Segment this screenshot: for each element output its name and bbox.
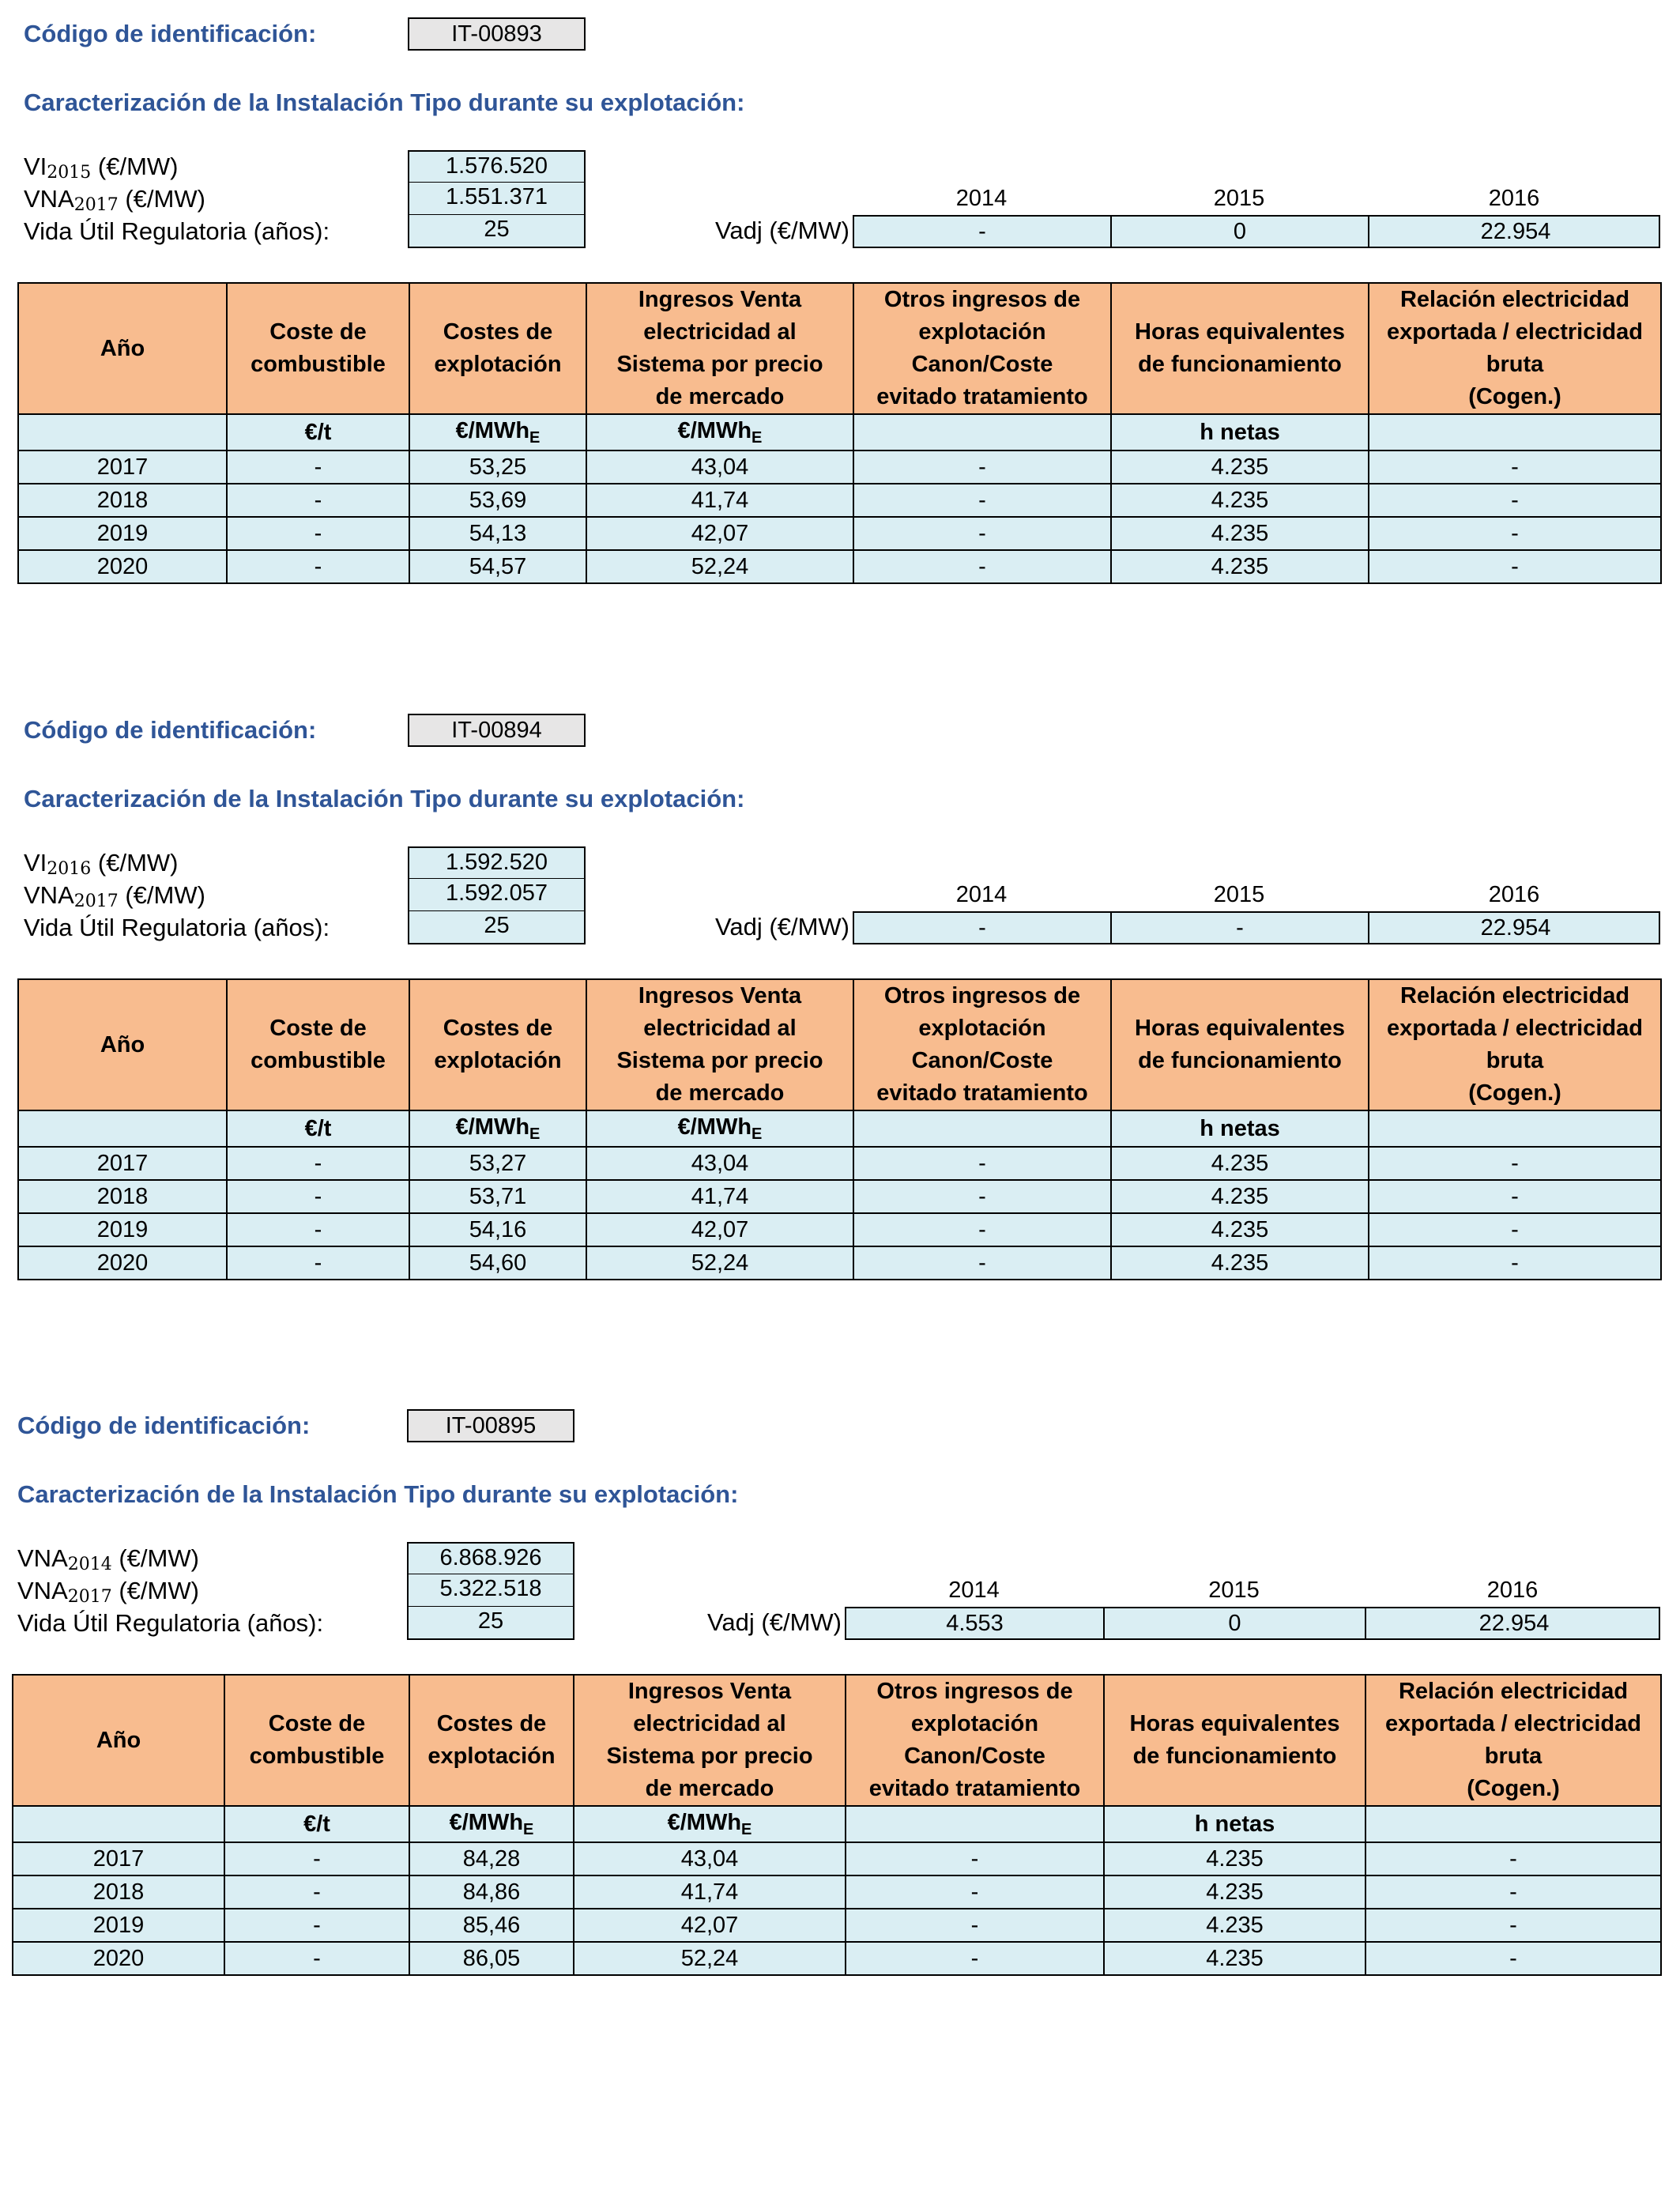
vadj-values-row: [845, 1607, 1660, 1640]
column-header-line: Sistema por precio: [616, 1048, 823, 1073]
table-row: [13, 1909, 1661, 1942]
table-cell: 2019: [18, 1213, 227, 1246]
unit-subscript: E: [751, 1125, 763, 1143]
table-cell: 4.235: [1111, 1147, 1369, 1180]
table-cell: -: [853, 1180, 1111, 1213]
param-value-box: 5.322.518: [407, 1574, 574, 1608]
table-cell: 41,74: [586, 1180, 853, 1213]
table-cell: -: [227, 450, 409, 484]
table-cell: -: [1369, 550, 1661, 583]
column-header-line: exportada / electricidad: [1387, 319, 1643, 345]
column-header-line: combustible: [249, 1744, 385, 1769]
param-label-main: VI: [24, 849, 47, 876]
section-subtitle: Caracterización de la Instalación Tipo durante su explotación:: [24, 785, 745, 812]
param-value-box: 6.868.926: [407, 1542, 574, 1575]
param-value-box: 1.592.520: [408, 846, 586, 880]
table-row: [18, 484, 1661, 517]
table-cell: -: [227, 1180, 409, 1213]
table-cell: 4.235: [1104, 1842, 1365, 1875]
column-header-line: de funcionamiento: [1138, 1048, 1342, 1073]
table-cell: -: [227, 517, 409, 550]
param-label-unit: (€/MW): [91, 849, 179, 876]
table-cell: -: [227, 550, 409, 583]
column-header-line: Otros ingresos de: [876, 1679, 1073, 1704]
column-header-line: Coste de: [269, 1016, 367, 1041]
adj-year-header: 2014: [955, 882, 1008, 907]
table-cell: -: [853, 484, 1111, 517]
param-label-unit: (€/MW): [91, 153, 179, 180]
unit-cell: [18, 1110, 227, 1147]
vadj-value-cell: 22.954: [1480, 915, 1551, 941]
param-label: [24, 849, 179, 879]
unit-main: €/MWh: [677, 417, 752, 443]
unit-cell: [1365, 1806, 1661, 1842]
column-header: [13, 1675, 224, 1806]
column-header-line: Relación electricidad: [1399, 287, 1630, 312]
column-header: [409, 979, 586, 1110]
param-label-main: VI: [24, 153, 47, 180]
table-cell: 2017: [18, 450, 227, 484]
param-value-box: 1.576.520: [408, 150, 586, 183]
column-header-line: combustible: [250, 1048, 386, 1073]
vadj-value-cell: 0: [1105, 1608, 1366, 1638]
table-cell: 54,16: [409, 1213, 586, 1246]
column-header-line: (Cogen.): [1468, 384, 1561, 409]
table-cell: 4.235: [1111, 550, 1369, 583]
table-row: [13, 1842, 1661, 1875]
table-row: [18, 1246, 1661, 1280]
table-cell: 4.235: [1111, 517, 1369, 550]
param-label-subscript: 2014: [67, 1555, 112, 1574]
table-cell: 86,05: [409, 1942, 574, 1975]
table-cell: -: [227, 1213, 409, 1246]
column-header-line: (Cogen.): [1468, 1080, 1561, 1106]
param-label-unit: (€/MW): [118, 185, 205, 213]
column-header: [409, 1675, 574, 1806]
table-row: [18, 550, 1661, 583]
param-value-box: 25: [408, 911, 586, 944]
unit-cell: [409, 414, 586, 450]
column-header-line: de mercado: [655, 384, 785, 409]
column-header-line: explotación: [910, 1711, 1039, 1736]
section-subtitle: Caracterización de la Instalación Tipo durante su explotación:: [24, 89, 745, 116]
column-header-line: de funcionamiento: [1132, 1744, 1337, 1769]
column-header-line: Canon/Coste: [904, 1744, 1045, 1769]
table-cell: 2017: [13, 1842, 224, 1875]
unit-cell: [13, 1806, 224, 1842]
table-cell: 2018: [13, 1875, 224, 1909]
vadj-value-cell: -: [854, 913, 1112, 943]
table-cell: -: [227, 1246, 409, 1280]
adj-year-header: 2016: [1488, 882, 1540, 907]
column-header-line: Sistema por precio: [616, 352, 823, 377]
param-label: [24, 217, 330, 246]
column-header: [853, 283, 1111, 414]
table-cell: 52,24: [574, 1942, 846, 1975]
column-header-line: Horas equivalentes: [1129, 1711, 1340, 1736]
column-header-line: Costes de: [436, 1711, 547, 1736]
param-label-main: Vida Útil Regulatoria (años):: [24, 914, 330, 941]
table-cell: 2018: [18, 484, 227, 517]
column-header-line: electricidad al: [633, 1711, 786, 1736]
table-cell: 4.235: [1111, 1246, 1369, 1280]
column-header-line: bruta: [1486, 1048, 1544, 1073]
unit-cell: [586, 414, 853, 450]
adj-year-header: 2014: [955, 186, 1008, 211]
column-header-line: bruta: [1484, 1744, 1543, 1769]
table-cell: 2019: [13, 1909, 224, 1942]
table-cell: -: [224, 1875, 409, 1909]
column-header-line: de mercado: [645, 1776, 774, 1801]
param-label-main: VNA: [17, 1544, 68, 1572]
unit-cell: [409, 1806, 574, 1842]
table-cell: -: [853, 450, 1111, 484]
unit-cell: [846, 1806, 1104, 1842]
adj-year-header: 2014: [948, 1578, 1000, 1603]
table-cell: 2018: [18, 1180, 227, 1213]
table-cell: 41,74: [574, 1875, 846, 1909]
unit-cell: [1111, 1110, 1369, 1147]
param-label-main: VNA: [24, 881, 74, 909]
table-cell: 4.235: [1111, 1180, 1369, 1213]
table-units-row: [18, 1110, 1661, 1147]
param-label: [17, 1577, 199, 1607]
param-label: [17, 1609, 323, 1638]
table-cell: -: [1369, 1213, 1661, 1246]
column-header: [586, 979, 853, 1110]
param-value-box: 1.551.371: [408, 183, 586, 216]
column-header: [1111, 979, 1369, 1110]
adj-year-header: 2016: [1488, 186, 1540, 211]
unit-cell: [18, 414, 227, 450]
column-header-line: electricidad al: [643, 319, 797, 345]
column-header-line: de funcionamiento: [1138, 352, 1342, 377]
column-header: [1365, 1675, 1661, 1806]
table-units-row: [13, 1806, 1661, 1842]
column-header-line: Ingresos Venta: [627, 1679, 792, 1704]
table-cell: 53,25: [409, 450, 586, 484]
table-cell: -: [853, 550, 1111, 583]
param-label: [24, 153, 179, 183]
param-label: [24, 881, 205, 911]
param-value-box: 25: [408, 215, 586, 248]
section-subtitle: Caracterización de la Instalación Tipo durante su explotación:: [17, 1480, 739, 1508]
table-cell: 43,04: [574, 1842, 846, 1875]
adj-year-header: 2015: [1213, 186, 1265, 211]
param-label-main: Vida Útil Regulatoria (años):: [24, 217, 330, 245]
unit-cell: [1369, 1110, 1661, 1147]
column-header-line: Costes de: [443, 319, 553, 345]
table-cell: 4.235: [1104, 1875, 1365, 1909]
unit-subscript: E: [529, 1125, 541, 1143]
vadj-label: Vadj (€/MW): [715, 913, 849, 941]
table-row: [18, 1213, 1661, 1246]
column-header-line: explotación: [918, 1016, 1046, 1041]
unit-main: h netas: [1200, 419, 1280, 445]
column-header-line: de mercado: [655, 1080, 785, 1106]
unit-cell: [586, 1110, 853, 1147]
column-header-line: electricidad al: [643, 1016, 797, 1041]
table-cell: 4.235: [1111, 484, 1369, 517]
column-header-line: (Cogen.): [1467, 1776, 1560, 1801]
column-header-line: Año: [100, 1031, 145, 1057]
table-cell: -: [224, 1842, 409, 1875]
param-label: [24, 914, 330, 942]
table-cell: -: [846, 1875, 1104, 1909]
table-cell: -: [1369, 1246, 1661, 1280]
column-header-line: Relación electricidad: [1399, 983, 1630, 1008]
column-header-line: exportada / electricidad: [1387, 1016, 1643, 1041]
table-cell: 43,04: [586, 450, 853, 484]
unit-main: €/MWh: [677, 1114, 752, 1140]
param-label-main: Vida Útil Regulatoria (años):: [17, 1609, 324, 1637]
code-value-box: IT-00894: [408, 714, 586, 747]
table-cell: 4.235: [1104, 1942, 1365, 1975]
unit-subscript: E: [523, 1820, 534, 1838]
table-cell: -: [846, 1842, 1104, 1875]
unit-cell: [574, 1806, 846, 1842]
table-cell: 85,46: [409, 1909, 574, 1942]
column-header-line: Horas equivalentes: [1135, 1016, 1345, 1041]
column-header: [1369, 979, 1661, 1110]
table-cell: 2020: [18, 550, 227, 583]
unit-cell: [409, 1110, 586, 1147]
table-cell: -: [1369, 517, 1661, 550]
table-cell: 43,04: [586, 1147, 853, 1180]
table-cell: 84,28: [409, 1842, 574, 1875]
table-cell: 2020: [18, 1246, 227, 1280]
column-header: [1111, 283, 1369, 414]
table-row: [18, 517, 1661, 550]
column-header-line: exportada / electricidad: [1385, 1711, 1641, 1736]
table-cell: -: [227, 1147, 409, 1180]
column-header-line: Otros ingresos de: [883, 983, 1081, 1008]
column-header: [574, 1675, 846, 1806]
column-header-line: evitado tratamiento: [868, 1776, 1081, 1801]
table-cell: 54,57: [409, 550, 586, 583]
unit-main: €/t: [304, 1115, 332, 1141]
table-cell: -: [1365, 1942, 1661, 1975]
table-cell: -: [853, 517, 1111, 550]
table-cell: -: [1365, 1875, 1661, 1909]
vadj-value-cell: -: [1112, 913, 1369, 943]
table-cell: -: [853, 1213, 1111, 1246]
column-header: [18, 283, 227, 414]
unit-cell: [1104, 1806, 1365, 1842]
param-label-unit: (€/MW): [111, 1577, 199, 1604]
column-header-line: bruta: [1486, 352, 1544, 377]
table-cell: 4.235: [1104, 1909, 1365, 1942]
code-label: Código de identificación:: [24, 20, 317, 47]
column-header-line: Coste de: [269, 319, 367, 345]
code-value-box: IT-00895: [407, 1409, 574, 1442]
table-cell: 41,74: [586, 484, 853, 517]
table-cell: 4.235: [1111, 1213, 1369, 1246]
table-cell: 54,60: [409, 1246, 586, 1280]
column-header-line: Año: [96, 1727, 141, 1753]
table-cell: -: [227, 484, 409, 517]
column-header: [227, 283, 409, 414]
column-header-line: Ingresos Venta: [638, 287, 802, 312]
unit-main: €/MWh: [449, 1809, 524, 1835]
column-header-line: explotación: [434, 1048, 562, 1073]
table-cell: -: [1365, 1842, 1661, 1875]
table-row: [18, 1180, 1661, 1213]
table-cell: -: [1365, 1909, 1661, 1942]
unit-cell: [224, 1806, 409, 1842]
table-cell: -: [846, 1942, 1104, 1975]
table-cell: -: [1369, 1180, 1661, 1213]
vadj-values-row: [853, 911, 1660, 944]
table-units-row: [18, 414, 1661, 450]
column-header-line: Año: [100, 335, 145, 361]
param-label-subscript: 2016: [47, 859, 92, 879]
column-header: [1369, 283, 1661, 414]
table-cell: 42,07: [586, 517, 853, 550]
table-cell: 2017: [18, 1147, 227, 1180]
vadj-label: Vadj (€/MW): [715, 217, 849, 244]
table-cell: 2020: [13, 1942, 224, 1975]
table-cell: 52,24: [586, 550, 853, 583]
column-header-line: Costes de: [443, 1016, 553, 1041]
table-row: [18, 1147, 1661, 1180]
table-cell: -: [1369, 1147, 1661, 1180]
param-value-box: 25: [407, 1607, 574, 1640]
column-header-line: evitado tratamiento: [876, 1080, 1088, 1106]
column-header-line: explotación: [434, 352, 562, 377]
table-cell: -: [224, 1909, 409, 1942]
vadj-value-cell: 22.954: [1478, 1611, 1550, 1636]
unit-subscript: E: [751, 428, 763, 447]
vadj-value-cell: 0: [1112, 217, 1369, 247]
unit-cell: [853, 1110, 1111, 1147]
adj-year-header: 2015: [1208, 1578, 1260, 1603]
param-label-main: VNA: [17, 1577, 68, 1604]
table-cell: -: [846, 1909, 1104, 1942]
table-cell: 4.235: [1111, 450, 1369, 484]
param-value-box: 1.592.057: [408, 879, 586, 912]
code-label: Código de identificación:: [17, 1412, 311, 1439]
unit-main: €/MWh: [455, 417, 530, 443]
unit-subscript: E: [529, 428, 541, 447]
vadj-value-cell: 22.954: [1480, 219, 1551, 244]
column-header-line: Relación electricidad: [1398, 1679, 1629, 1704]
table-cell: 54,13: [409, 517, 586, 550]
param-label-unit: (€/MW): [118, 881, 205, 909]
column-header-line: Otros ingresos de: [883, 287, 1081, 312]
vadj-label: Vadj (€/MW): [707, 1608, 842, 1636]
adj-year-header: 2016: [1486, 1578, 1539, 1603]
column-header-line: Canon/Coste: [911, 352, 1053, 377]
table-cell: 42,07: [574, 1909, 846, 1942]
unit-cell: [853, 414, 1111, 450]
installation-data-table: [17, 978, 1662, 1280]
unit-main: €/MWh: [455, 1114, 530, 1140]
vadj-value-cell: 4.553: [846, 1608, 1105, 1638]
unit-cell: [227, 414, 409, 450]
param-label-subscript: 2015: [47, 163, 92, 183]
param-label-subscript: 2017: [73, 892, 119, 911]
param-label: [24, 185, 205, 215]
column-header: [586, 283, 853, 414]
installation-data-table: [12, 1674, 1662, 1976]
column-header-line: Canon/Coste: [911, 1048, 1053, 1073]
table-header-row: [18, 979, 1661, 1110]
adj-year-header: 2015: [1213, 882, 1265, 907]
table-cell: 53,69: [409, 484, 586, 517]
unit-cell: [1369, 414, 1661, 450]
column-header: [409, 283, 586, 414]
column-header-line: explotación: [918, 319, 1046, 345]
column-header: [853, 979, 1111, 1110]
param-label: [17, 1544, 199, 1574]
unit-main: €/t: [304, 419, 332, 445]
table-cell: -: [224, 1942, 409, 1975]
code-label: Código de identificación:: [24, 716, 317, 744]
column-header: [224, 1675, 409, 1806]
column-header-line: Sistema por precio: [606, 1744, 813, 1769]
table-cell: -: [1369, 450, 1661, 484]
table-cell: -: [853, 1147, 1111, 1180]
vadj-value-cell: -: [854, 217, 1112, 247]
table-row: [18, 450, 1661, 484]
code-value-box: IT-00893: [408, 17, 586, 51]
unit-main: h netas: [1194, 1811, 1275, 1837]
table-cell: 42,07: [586, 1213, 853, 1246]
table-cell: 2019: [18, 517, 227, 550]
unit-main: h netas: [1200, 1115, 1280, 1141]
unit-main: €/MWh: [667, 1809, 742, 1835]
column-header: [18, 979, 227, 1110]
column-header-line: evitado tratamiento: [876, 384, 1088, 409]
unit-cell: [1111, 414, 1369, 450]
installation-data-table: [17, 282, 1662, 584]
column-header-line: Horas equivalentes: [1135, 319, 1345, 345]
unit-cell: [227, 1110, 409, 1147]
table-header-row: [18, 283, 1661, 414]
column-header-line: Ingresos Venta: [638, 983, 802, 1008]
table-row: [13, 1942, 1661, 1975]
table-cell: -: [1369, 484, 1661, 517]
unit-main: €/t: [303, 1811, 330, 1837]
table-cell: 53,71: [409, 1180, 586, 1213]
param-label-subscript: 2017: [73, 195, 119, 215]
vadj-values-row: [853, 215, 1660, 248]
column-header-line: Coste de: [268, 1711, 366, 1736]
unit-subscript: E: [741, 1820, 752, 1838]
column-header: [227, 979, 409, 1110]
table-cell: -: [853, 1246, 1111, 1280]
column-header: [846, 1675, 1104, 1806]
column-header: [1104, 1675, 1365, 1806]
param-label-main: VNA: [24, 185, 74, 213]
table-cell: 52,24: [586, 1246, 853, 1280]
param-label-subscript: 2017: [67, 1587, 112, 1607]
column-header-line: explotación: [428, 1744, 556, 1769]
table-cell: 53,27: [409, 1147, 586, 1180]
table-header-row: [13, 1675, 1661, 1806]
table-cell: 84,86: [409, 1875, 574, 1909]
column-header-line: combustible: [250, 352, 386, 377]
param-label-unit: (€/MW): [111, 1544, 199, 1572]
table-row: [13, 1875, 1661, 1909]
